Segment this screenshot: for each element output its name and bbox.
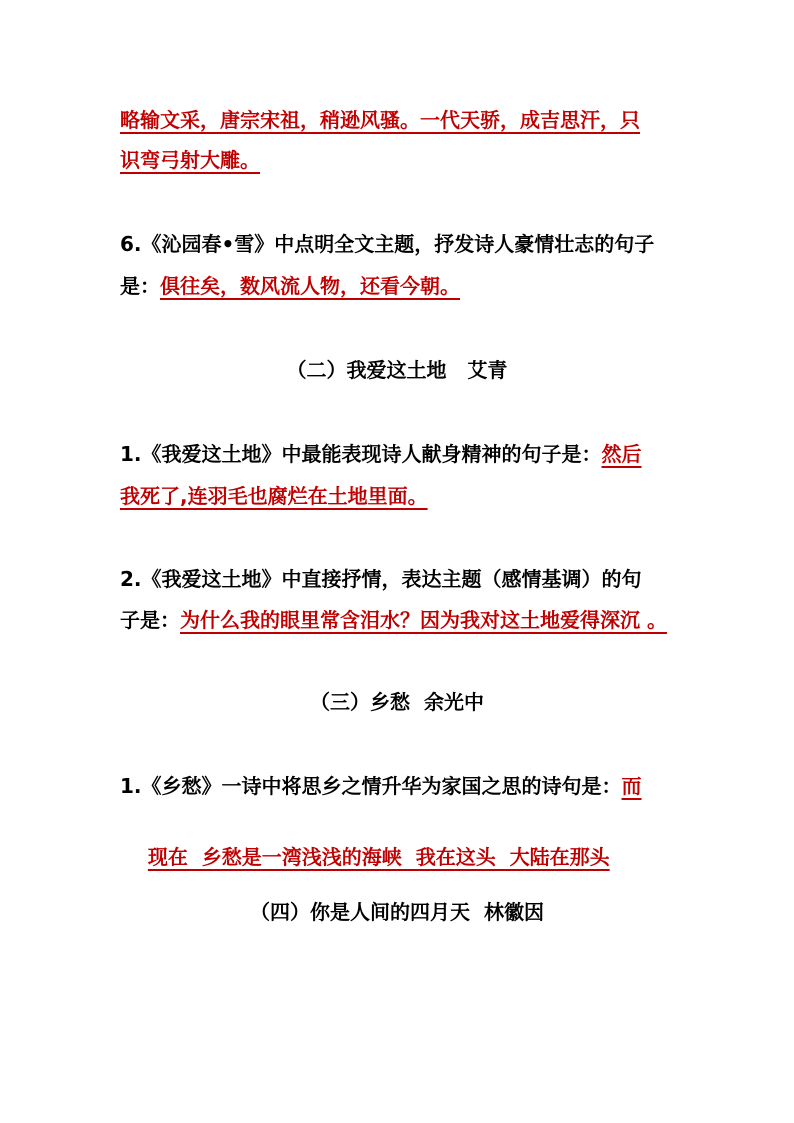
- answer-text: 而: [621, 774, 642, 798]
- answer-text: 为什么我的眼里常含泪水？因为我对这土地爱得深沉 。: [180, 608, 667, 632]
- question-6-line-2: [120, 272, 680, 300]
- answer-text: 俱往矣，数风流人物，还看今朝。: [160, 274, 460, 298]
- answer-text: 我死了,连羽毛也腐烂在土地里面。: [120, 484, 428, 508]
- section-2-question-2-line-1: 2.《我爱这土地》中直接抒情，表达主题（感情基调）的句: [120, 567, 642, 591]
- question-6-line-1: 6.《沁园春•雪》中点明全文主题，抒发诗人豪情壮志的句子: [120, 232, 655, 256]
- question-text: 1.《我爱这土地》中最能表现诗人献身精神的句子是：: [120, 442, 602, 466]
- answer-text: 略输文采，唐宗宋祖，稍逊风骚。一代天骄，成吉思汗，只: [120, 108, 640, 132]
- question-text: 1.《乡愁》一诗中将思乡之情升华为家国之思的诗句是：: [120, 774, 622, 798]
- section-2-question-1-line-1: [120, 440, 680, 468]
- section-2-question-2-line-2: [120, 606, 680, 634]
- question-text: 子是：: [120, 608, 180, 632]
- answer-text: 然后: [601, 442, 642, 466]
- section-heading-2: （二）我爱这土地 艾青: [286, 358, 508, 382]
- poem-line-1: [120, 106, 680, 134]
- question-text: 是：: [120, 274, 160, 298]
- poem-line-2: [120, 146, 680, 174]
- section-2-question-1-line-2: [120, 482, 680, 510]
- section-heading-4: （四）你是人间的四月天 林徽因: [250, 900, 544, 924]
- section-3-question-1-line-2: [120, 815, 680, 899]
- answer-text: 识弯弓射大雕。: [120, 148, 260, 172]
- section-3-question-1-line-1: [120, 772, 680, 800]
- section-heading-3: （三）乡愁 余光中: [310, 690, 484, 714]
- answer-text: 现在 乡愁是一湾浅浅的海峡 我在这头 大陆在那头: [147, 845, 610, 869]
